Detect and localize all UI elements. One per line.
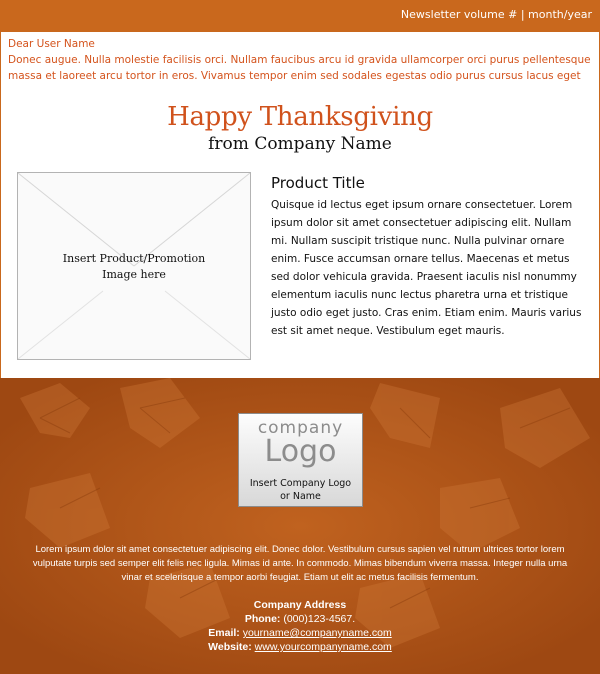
product-title: Product Title <box>271 174 365 192</box>
website-label: Website: <box>208 641 252 653</box>
phone-value: (000)123-4567. <box>283 613 356 625</box>
phone-label: Phone: <box>244 613 281 625</box>
website-link[interactable]: www.yourcompanyname.com <box>254 641 392 653</box>
intro-text <box>8 36 592 84</box>
image-placeholder-line2: Image here <box>102 268 166 281</box>
product-image-placeholder <box>17 172 251 360</box>
top-bar <box>0 0 600 32</box>
logo-caption <box>239 477 362 503</box>
logo-word-company: company <box>257 418 344 438</box>
image-placeholder-line1: Insert Product/Promotion <box>62 252 206 265</box>
intro-body: Donec augue. Nulla molestie facilisis orci. Nullam faucibus arcu id gravida ullamcorper orci purus pellentesque massa et laoreet arcu tortor in eros. Vivamus tempor enim sed sodales egestas odio purus cursus lacus eget <box>8 54 591 82</box>
image-placeholder-text <box>18 251 250 283</box>
page-subtitle: from Company Name <box>208 134 392 154</box>
email-label: Email: <box>208 627 240 639</box>
logo-caption-line2: or Name <box>280 491 321 502</box>
company-logo <box>238 413 363 507</box>
page-title: Happy Thanksgiving <box>167 102 433 132</box>
footer-body: Lorem ipsum dolor sit amet consectetuer adipiscing elit. Donec dolor. Vestibulum cursus sapien vel rutrum ultrices tortor lorem vulputate turpis sed semper elit felis nec ligula. Mimas id ante. In commodo. Mimas bibendum viverra massa. Integer nulla urna vinar et scelerisque a tempor aorbi feugiat. Etiam ut elit ac metus facilisis fermentum. <box>32 544 568 583</box>
company-address-block <box>0 598 600 654</box>
email-link[interactable]: yourname@companyname.com <box>242 627 392 639</box>
greeting: Dear User Name <box>8 38 95 50</box>
product-description: Quisque id lectus eget ipsum ornare consectetuer. Lorem ipsum dolor sit amet consectetuer adipiscing elit. Nullam mi. Nullam suscipit tristique nunc. Nulla pulvinar ornare enim. Fusce accumsan ornare tellus. Maecenas et metus sed dolor vehicula gravida. Praesent iaculis nisl nonummy elementum iaculis nunc lectus pharetra urna et tristique justo odio eget justo. Cras enim. Etiam enim. Mauris varius est sit amet neque. Vestibulum eget mauris. <box>271 199 582 337</box>
logo-caption-line1: Insert Company Logo <box>249 478 352 489</box>
newsletter-volume-label: Newsletter volume # | month/year <box>400 8 592 21</box>
logo-word-logo: Logo <box>264 434 337 469</box>
address-title: Company Address <box>253 599 347 611</box>
